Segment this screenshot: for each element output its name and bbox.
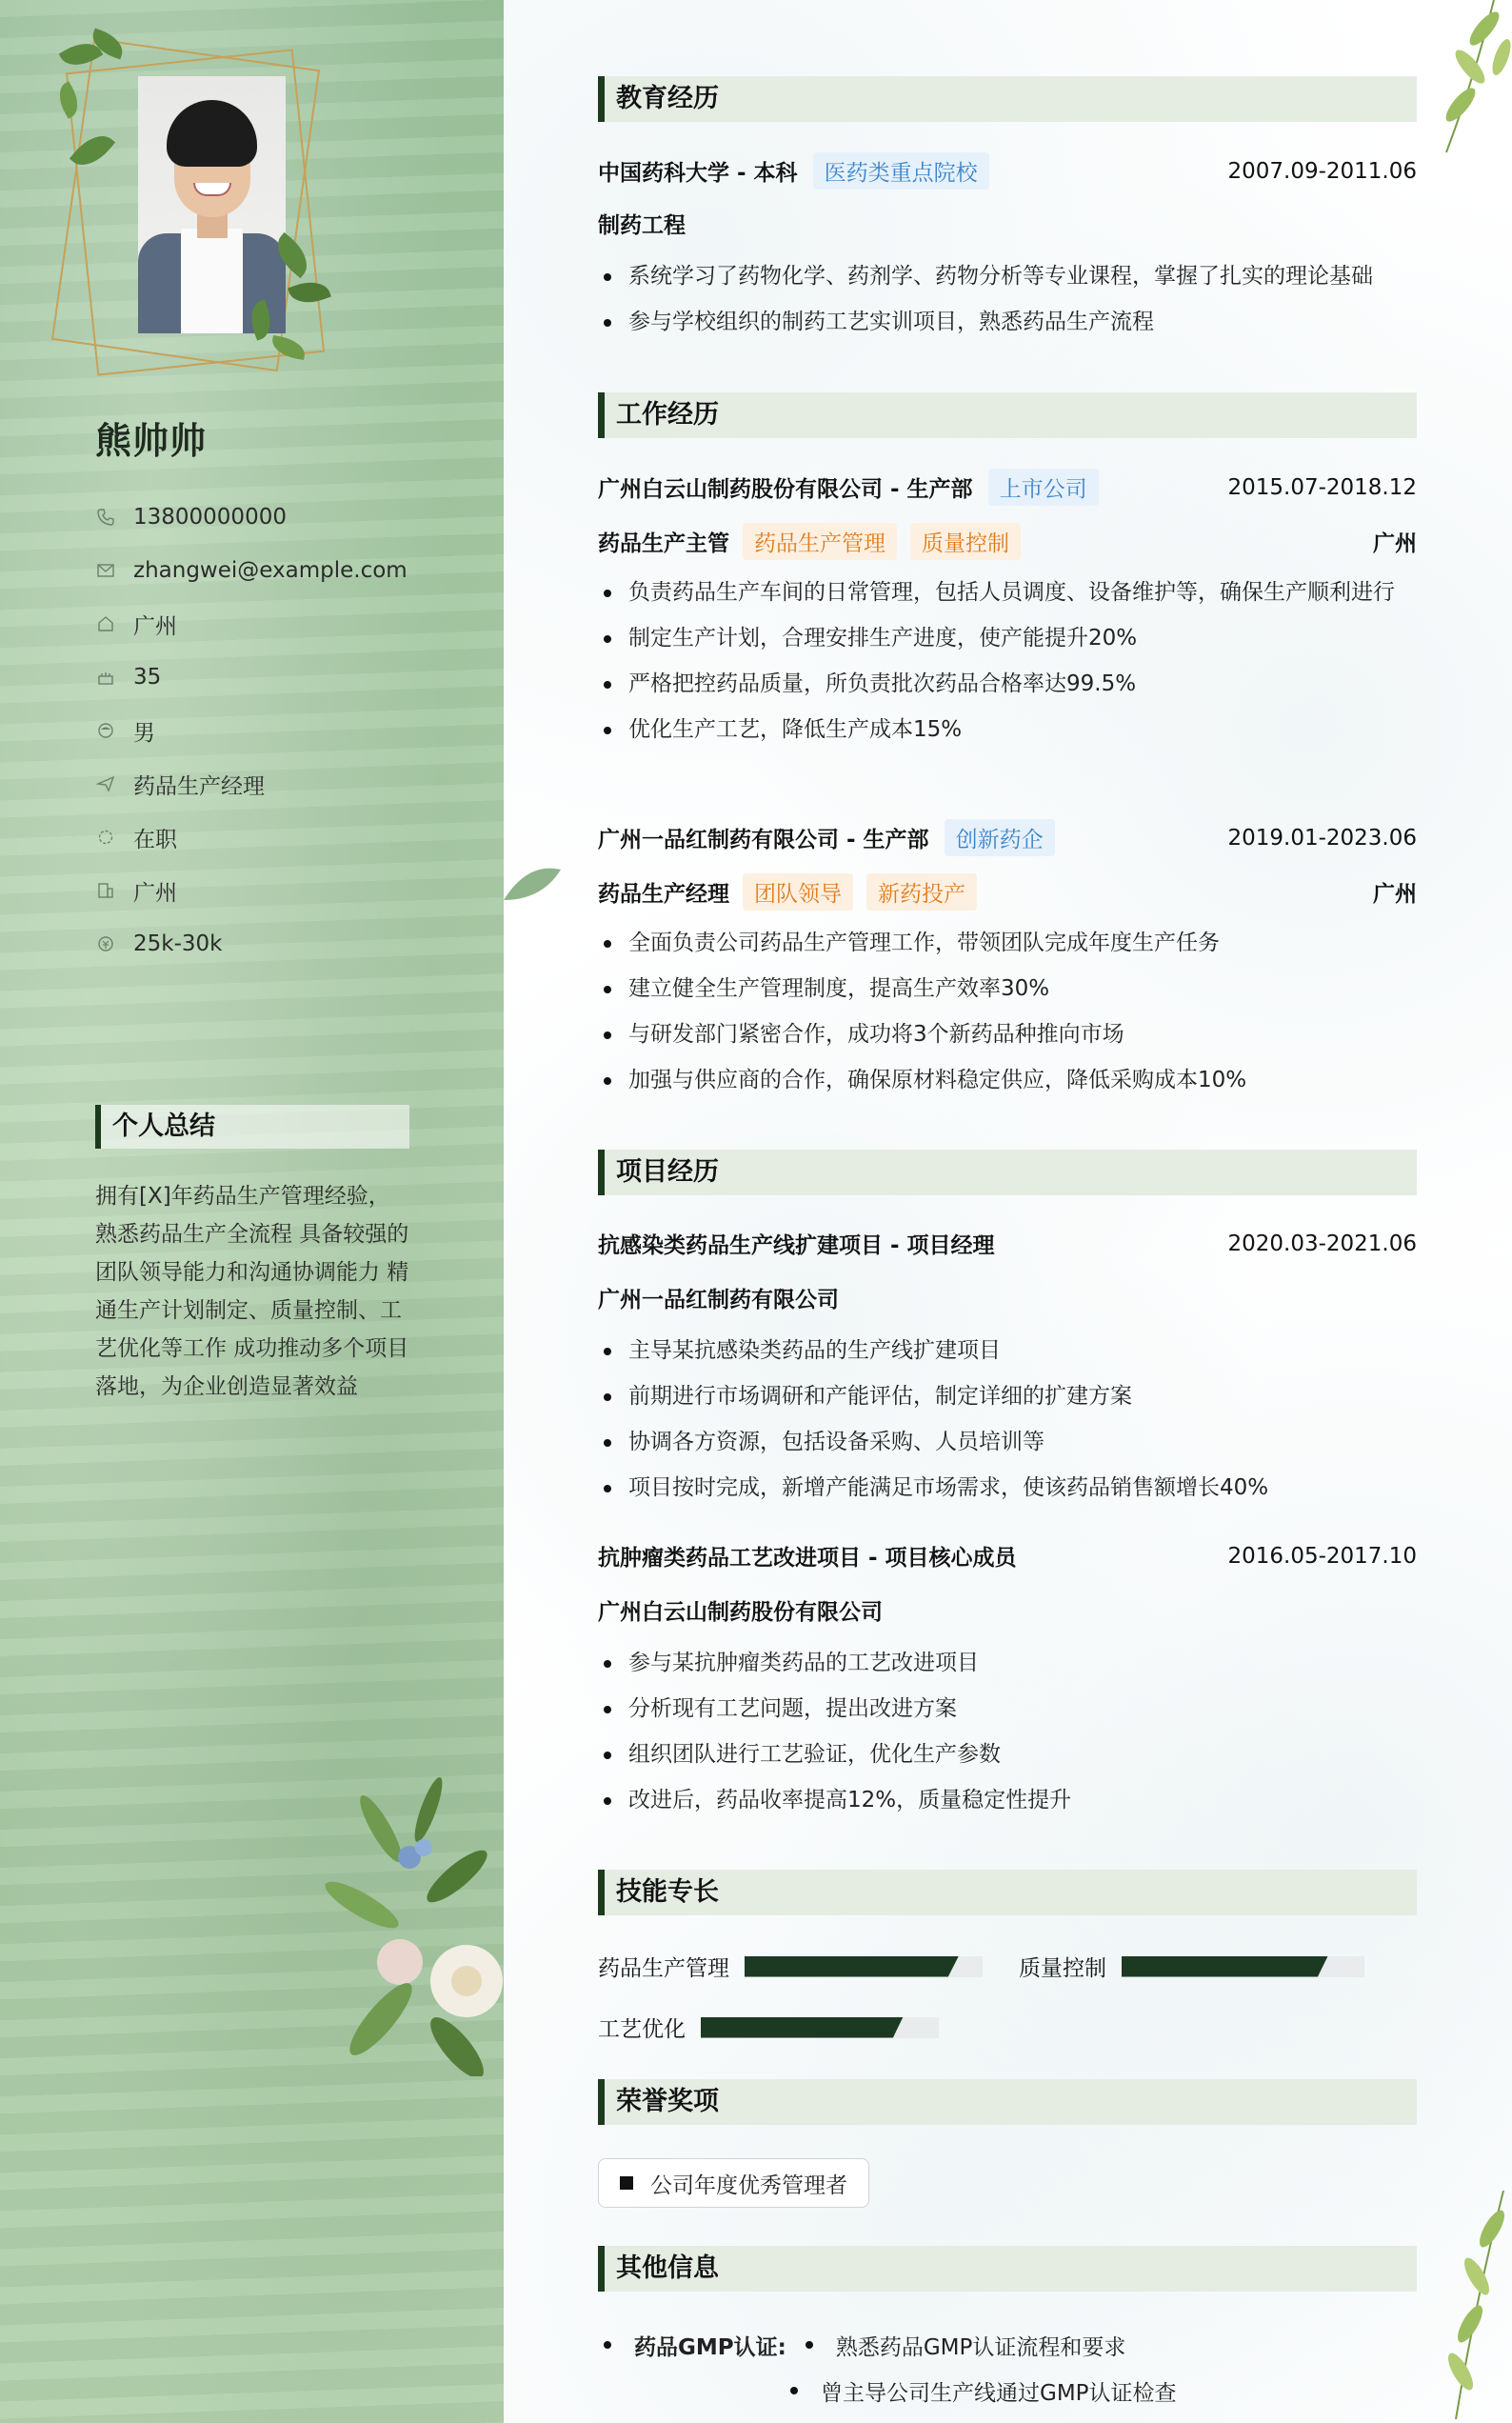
list-item: 协调各方资源，包括设备采购、人员培训等 [598, 1423, 1417, 1461]
list-item: 加强与供应商的合作，确保原材料稳定供应，降低采购成本10% [598, 1061, 1417, 1099]
project-org: 广州一品红制药有限公司 [598, 1288, 839, 1312]
skill-bar [745, 1956, 983, 1977]
job-city: 广州 [1373, 531, 1417, 556]
skills-title: 技能专长 [598, 1870, 1417, 1915]
job-period: 2015.07-2018.12 [1227, 474, 1417, 500]
job-header [598, 819, 1417, 856]
skill-tag: 质量控制 [910, 523, 1021, 560]
work-title: 工作经历 [598, 392, 1417, 438]
school-tag: 医药类重点院校 [813, 152, 989, 190]
gender-icon [95, 720, 116, 741]
contact-work-city: 广州 [95, 864, 408, 917]
skill-tag: 新药投产 [866, 873, 977, 911]
list-item: 主导某抗感染类药品的生产线扩建项目 [598, 1332, 1417, 1370]
job-role-row [598, 523, 1417, 560]
send-icon [95, 773, 116, 794]
education-major-row [598, 208, 1417, 239]
bullet-dot [806, 2341, 813, 2349]
list-item: 分析现有工艺问题，提出改进方案 [598, 1690, 1417, 1728]
project-bullets [598, 1644, 1417, 1827]
skill-item [598, 1951, 983, 1982]
honors-title: 荣誉奖项 [598, 2079, 1417, 2125]
list-item: 参与某抗肿瘤类药品的工艺改进项目 [598, 1644, 1417, 1682]
square-bullet-icon [620, 2176, 633, 2190]
skill-name: 质量控制 [1019, 1956, 1106, 1981]
project-org-row [598, 1282, 1417, 1313]
contact-position: 药品生产经理 [95, 757, 408, 811]
contact-age: 35 [95, 651, 408, 704]
job-role-row [598, 873, 1417, 911]
list-item: 参与学校组织的制药工艺实训项目，熟悉药品生产流程 [598, 303, 1417, 341]
age-icon [95, 667, 116, 688]
company-name: 广州白云山制药股份有限公司 - 生产部 [598, 477, 973, 502]
list-item: 与研发部门紧密合作，成功将3个新药品种推向市场 [598, 1015, 1417, 1053]
honor-badge [598, 2158, 869, 2208]
job-bullets [598, 573, 1417, 756]
job-role: 药品生产经理 [598, 882, 729, 907]
school-name: 中国药科大学 - 本科 [598, 161, 798, 186]
summary-title: 个人总结 [95, 1105, 409, 1149]
other-info [598, 2322, 1177, 2413]
other-line [598, 2368, 1177, 2413]
sidebar [0, 0, 504, 2423]
project-header [598, 1228, 1417, 1259]
project-header [598, 1540, 1417, 1572]
skill-name: 工艺优化 [598, 2017, 686, 2042]
list-item: 建立健全生产管理制度，提高生产效率30% [598, 970, 1417, 1008]
contact-status: 在职 [95, 811, 408, 864]
salary-icon [95, 933, 116, 954]
skill-name: 药品生产管理 [598, 1956, 729, 1981]
contact-email: zhangwei@example.com [95, 544, 408, 597]
home-icon [95, 613, 116, 634]
list-item: 全面负责公司药品生产管理工作，带领团队完成年度生产任务 [598, 924, 1417, 962]
list-item: 制定生产计划，合理安排生产进度，使产能提升20% [598, 619, 1417, 657]
job-city: 广州 [1373, 882, 1417, 907]
other-line [598, 2322, 1177, 2368]
skill-bar [1122, 1956, 1364, 1977]
job-period: 2019.01-2023.06 [1227, 825, 1417, 851]
skill-bar-fill [1122, 1956, 1328, 1977]
summary-text: 拥有[X]年药品生产管理经验，熟悉药品生产全流程 具备较强的团队领导能力和沟通协调能力 精通生产计划制定、质量控制、工艺优化等工作 成功推动多个项目落地，为企业创造显著效益 [95, 1184, 409, 1399]
avatar [52, 33, 328, 376]
leaf-decoration [504, 862, 561, 910]
skill-item [598, 2012, 939, 2043]
major: 制药工程 [598, 213, 686, 238]
list-item: 组织团队进行工艺验证，优化生产参数 [598, 1735, 1417, 1773]
company-tag: 上市公司 [988, 469, 1099, 506]
other-title: 其他信息 [598, 2246, 1417, 2292]
project-org-row [598, 1594, 1417, 1626]
phone-icon [95, 507, 116, 528]
education-bullets [598, 257, 1417, 349]
skill-tag: 药品生产管理 [743, 523, 897, 560]
candidate-name: 熊帅帅 [95, 420, 208, 462]
flower-decoration [324, 1772, 505, 2076]
skill-bar [701, 2017, 939, 2038]
leaf-corner-decoration [1418, 0, 1512, 162]
honor-text: 公司年度优秀管理者 [650, 2173, 847, 2198]
education-title: 教育经历 [598, 76, 1417, 122]
job-header [598, 469, 1417, 506]
project-name: 抗感染类药品生产线扩建项目 - 项目经理 [598, 1233, 995, 1258]
list-item: 系统学习了药物化学、药剂学、药物分析等专业课程，掌握了扎实的理论基础 [598, 257, 1417, 295]
leaf-corner-decoration [1418, 2191, 1512, 2419]
company-tag: 创新药企 [945, 819, 1055, 856]
projects-title: 项目经历 [598, 1150, 1417, 1195]
other-text: 曾主导公司生产线通过GMP认证检查 [821, 2380, 1177, 2406]
list-item: 改进后，药品收率提高12%，质量稳定性提升 [598, 1781, 1417, 1819]
bullet-dot [604, 2341, 611, 2349]
company-name: 广州一品红制药有限公司 - 生产部 [598, 828, 929, 852]
other-text: 熟悉药品GMP认证流程和要求 [835, 2334, 1126, 2360]
skill-bar-fill [745, 1956, 959, 1977]
contact-city: 广州 [95, 597, 408, 651]
project-period: 2020.03-2021.06 [1227, 1231, 1417, 1256]
contact-gender: 男 [95, 704, 408, 757]
list-item: 项目按时完成，新增产能满足市场需求，使该药品销售额增长40% [598, 1469, 1417, 1507]
list-item: 优化生产工艺，降低生产成本15% [598, 711, 1417, 749]
project-name: 抗肿瘤类药品工艺改进项目 - 项目核心成员 [598, 1546, 1017, 1571]
contact-salary: 25k-30k [95, 917, 408, 971]
status-icon [95, 827, 116, 848]
skill-tag: 团队领导 [743, 873, 853, 911]
project-org: 广州白云山制药股份有限公司 [598, 1600, 883, 1625]
profile-photo [138, 76, 286, 333]
project-bullets [598, 1332, 1417, 1514]
contact-phone: 13800000000 [95, 491, 408, 544]
other-label: 药品GMP认证: [634, 2334, 786, 2360]
list-item: 严格把控药品质量，所负责批次药品合格率达99.5% [598, 665, 1417, 703]
building-icon [95, 880, 116, 901]
main-content [504, 0, 1512, 2423]
education-header [598, 152, 1417, 190]
project-period: 2016.05-2017.10 [1227, 1543, 1417, 1569]
skill-item [1019, 1951, 1364, 1982]
list-item: 前期进行市场调研和产能评估，制定详细的扩建方案 [598, 1377, 1417, 1415]
education-period: 2007.09-2011.06 [1227, 158, 1417, 184]
job-bullets [598, 924, 1417, 1107]
bullet-dot [790, 2387, 798, 2394]
list-item: 负责药品生产车间的日常管理，包括人员调度、设备维护等，确保生产顺利进行 [598, 573, 1417, 611]
skill-bar-fill [701, 2017, 904, 2038]
job-role: 药品生产主管 [598, 531, 729, 556]
email-icon [95, 560, 116, 581]
contact-list [95, 491, 408, 971]
